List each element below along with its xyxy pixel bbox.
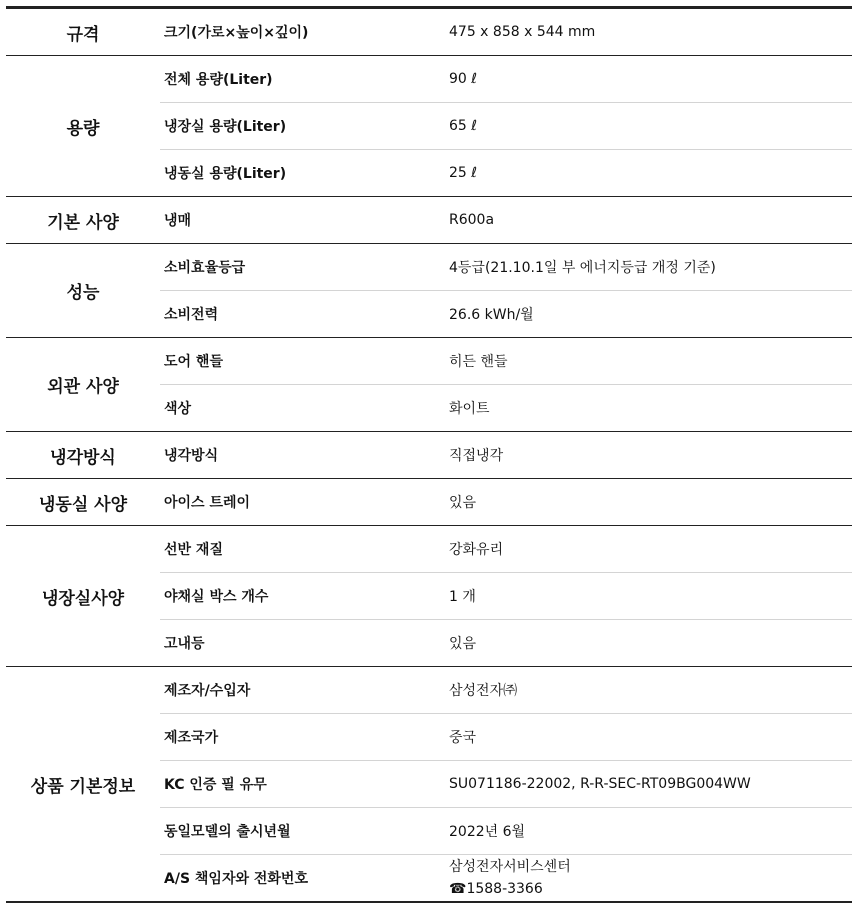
spec-row xyxy=(6,526,852,573)
spec-value: 4등급(21.10.1일 부 에너지등급 개정 기준) xyxy=(445,244,852,291)
category-label: 냉각방식 xyxy=(6,432,160,479)
spec-label: 냉동실 용량(Liter) xyxy=(160,150,445,197)
spec-row xyxy=(6,244,852,291)
spec-label: 크기(가로×높이×깊이) xyxy=(160,8,445,56)
spec-label: 소비효율등급 xyxy=(160,244,445,291)
spec-row xyxy=(6,197,852,244)
spec-row xyxy=(6,56,852,103)
spec-value: R600a xyxy=(445,197,852,244)
spec-label: 야채실 박스 개수 xyxy=(160,573,445,620)
spec-value xyxy=(445,855,852,903)
spec-label: 냉매 xyxy=(160,197,445,244)
category-label: 성능 xyxy=(6,244,160,338)
spec-value: 2022년 6월 xyxy=(445,808,852,855)
spec-value: 삼성전자㈜ xyxy=(445,667,852,714)
spec-label: 냉장실 용량(Liter) xyxy=(160,103,445,150)
spec-row xyxy=(6,8,852,56)
spec-table xyxy=(6,6,852,903)
spec-label: 아이스 트레이 xyxy=(160,479,445,526)
spec-label: 동일모델의 출시년월 xyxy=(160,808,445,855)
category-label: 용량 xyxy=(6,56,160,197)
spec-row xyxy=(6,338,852,385)
spec-label: 선반 재질 xyxy=(160,526,445,573)
spec-value: 475 x 858 x 544 mm xyxy=(445,8,852,56)
spec-label: 제조국가 xyxy=(160,714,445,761)
spec-value: 강화유리 xyxy=(445,526,852,573)
category-label: 냉장실사양 xyxy=(6,526,160,667)
spec-value: 26.6 kWh/월 xyxy=(445,291,852,338)
spec-value: 히든 핸들 xyxy=(445,338,852,385)
as-center-name: 삼성전자서비스센터 xyxy=(449,859,571,875)
category-label: 규격 xyxy=(6,8,160,56)
spec-value: SU071186-22002, R-R-SEC-RT09BG004WW xyxy=(445,761,852,808)
spec-value: 화이트 xyxy=(445,385,852,432)
spec-value: 1 개 xyxy=(445,573,852,620)
spec-value: 직접냉각 xyxy=(445,432,852,479)
spec-label: 색상 xyxy=(160,385,445,432)
spec-value: 65 ℓ xyxy=(445,103,852,150)
spec-label: 제조자/수입자 xyxy=(160,667,445,714)
as-phone-number: ☎1588-3366 xyxy=(449,881,543,897)
spec-label: 소비전력 xyxy=(160,291,445,338)
category-label: 상품 기본정보 xyxy=(6,667,160,903)
spec-label: 전체 용량(Liter) xyxy=(160,56,445,103)
category-label: 외관 사양 xyxy=(6,338,160,432)
spec-value: 90 ℓ xyxy=(445,56,852,103)
category-label: 기본 사양 xyxy=(6,197,160,244)
spec-value: 25 ℓ xyxy=(445,150,852,197)
spec-row xyxy=(6,667,852,714)
spec-label: 고내등 xyxy=(160,620,445,667)
spec-row xyxy=(6,479,852,526)
spec-label: A/S 책임자와 전화번호 xyxy=(160,855,445,903)
spec-label: 도어 핸들 xyxy=(160,338,445,385)
spec-value: 중국 xyxy=(445,714,852,761)
spec-row xyxy=(6,432,852,479)
spec-value: 있음 xyxy=(445,479,852,526)
category-label: 냉동실 사양 xyxy=(6,479,160,526)
spec-label: KC 인증 필 유무 xyxy=(160,761,445,808)
spec-value: 있음 xyxy=(445,620,852,667)
spec-label: 냉각방식 xyxy=(160,432,445,479)
